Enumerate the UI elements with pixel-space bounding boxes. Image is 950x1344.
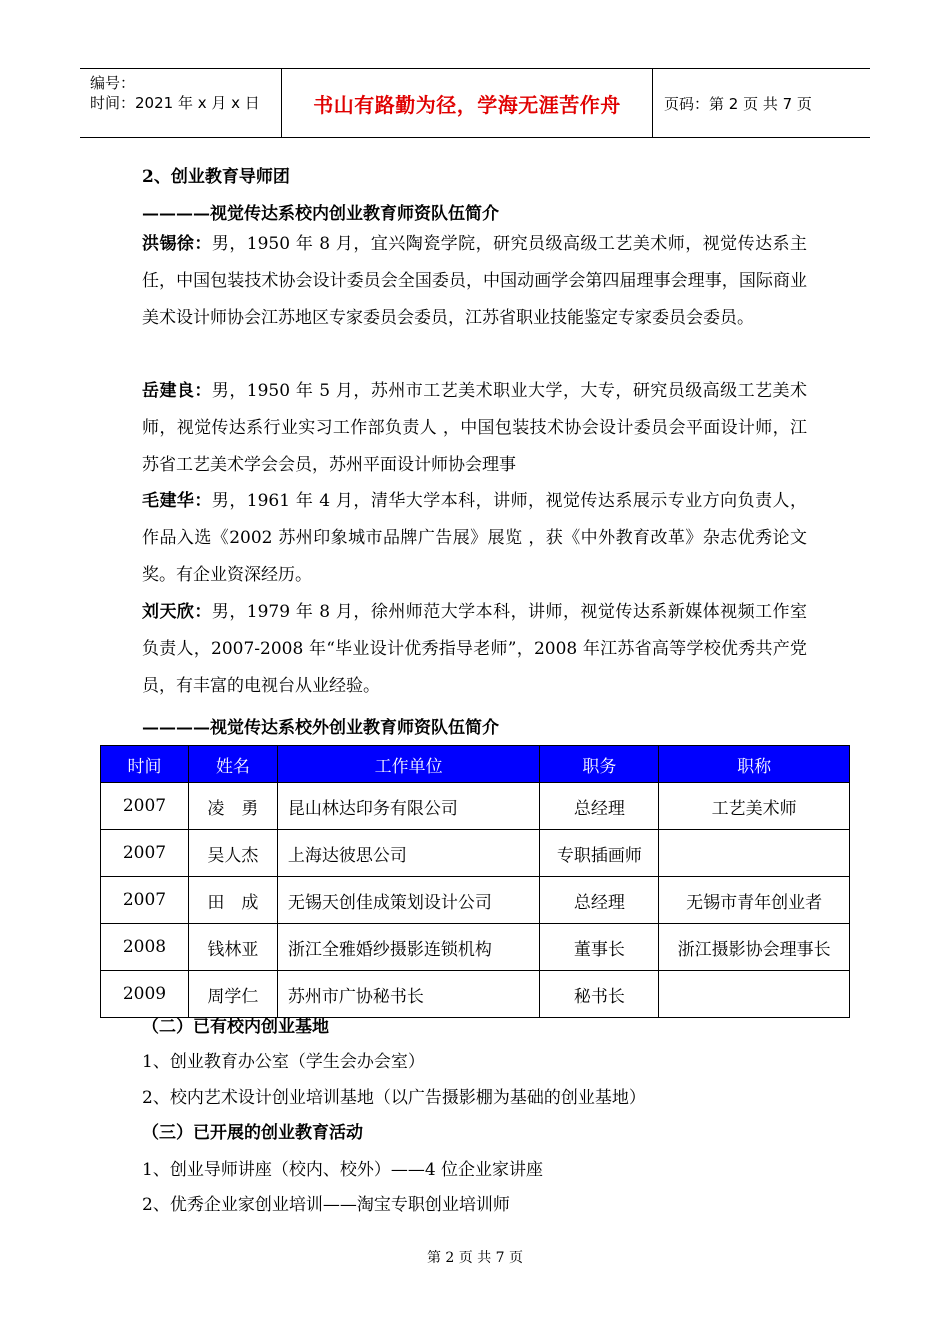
header-date: 时间：2021 年 x 月 x 日 (90, 94, 260, 112)
header-number: 编号： (90, 74, 136, 92)
mentor-entry (142, 594, 807, 705)
cell-title: 浙江摄影协会理事长 (659, 924, 850, 971)
mentor-bio: 男，1950 年 8 月，宜兴陶瓷学院，研究员级高级工艺美术师，视觉传达系主任，中国包装技术协会设计委员会全国委员，中国动画学会第四届理事会理事，国际商业美术设计师协会江苏地区专家委员会委员，江苏省职业技能鉴定专家委员会委员。 (142, 234, 807, 328)
column-header: 时间 (101, 746, 189, 783)
cell-title (659, 830, 850, 877)
column-header: 职称 (659, 746, 850, 783)
cell-employer: 苏州市广协秘书长 (277, 971, 540, 1018)
table-header-row (101, 746, 850, 783)
header-page-number: 页码：第 2 页 共 7 页 (664, 94, 812, 113)
column-header: 工作单位 (277, 746, 540, 783)
mentor-bio: 男，1979 年 8 月，徐州师范大学本科，讲师，视觉传达系新媒体视频工作室负责人，2007-2008 年“毕业设计优秀指导老师”，2008 年江苏省高等学校优秀共产党员，有丰富的电视台从业经验。 (142, 602, 807, 696)
table-row (101, 830, 850, 877)
mentor-name: 岳建良： (142, 381, 212, 401)
list-item: 2、优秀企业家创业培训——淘宝专职创业培训师 (142, 1195, 510, 1215)
header-meta (80, 69, 280, 137)
cell-year: 2008 (101, 924, 189, 971)
activity-section-title: （三）已开展的创业教育活动 (142, 1123, 363, 1143)
cell-name: 吴人杰 (188, 830, 277, 877)
list-item: 1、创业导师讲座（校内、校外）——4 位企业家讲座 (142, 1160, 544, 1180)
external-mentors-table (100, 745, 850, 1018)
cell-year: 2007 (101, 877, 189, 924)
cell-name: 钱林亚 (188, 924, 277, 971)
cell-employer: 浙江全雅婚纱摄影连锁机构 (277, 924, 540, 971)
list-item: 1、创业教育办公室（学生会办会室） (142, 1052, 425, 1072)
internal-mentors-title: ————视觉传达系校内创业教育师资队伍简介 (142, 204, 499, 224)
base-section-title: （二）已有校内创业基地 (142, 1017, 329, 1037)
mentor-entry (142, 373, 807, 484)
mentor-entry (142, 483, 807, 594)
cell-position: 秘书长 (540, 971, 659, 1018)
mentor-bio: 男，1950 年 5 月，苏州市工艺美术职业大学，大专，研究员级高级工艺美术师，视觉传达系行业实习工作部负责人 ，中国包装技术协会设计委员会平面设计师，江苏省工艺美术学会会员，苏州平面设计师协会理事 (142, 381, 807, 475)
column-header: 姓名 (188, 746, 277, 783)
page-footer: 第 2 页 共 7 页 (426, 1250, 524, 1266)
cell-position: 总经理 (540, 877, 659, 924)
table-row (101, 877, 850, 924)
cell-position: 总经理 (540, 783, 659, 830)
cell-employer: 昆山林达印务有限公司 (277, 783, 540, 830)
mentor-bio: 男，1961 年 4 月，清华大学本科，讲师，视觉传达系展示专业方向负责人，作品入选《2002 苏州印象城市品牌广告展》展览 ，获《中外教育改革》杂志优秀论文奖。有企业资深经历。 (142, 491, 807, 585)
cell-title: 工艺美术师 (659, 783, 850, 830)
mentor-name: 毛建华： (142, 491, 212, 511)
mentor-name: 洪锡徐： (142, 234, 212, 254)
cell-title (659, 971, 850, 1018)
external-mentors-title: ————视觉传达系校外创业教育师资队伍简介 (142, 718, 499, 738)
mentor-name: 刘天欣： (142, 602, 212, 622)
cell-employer: 无锡天创佳成策划设计公司 (277, 877, 540, 924)
list-item: 2、校内艺术设计创业培训基地（以广告摄影棚为基础的创业基地） (142, 1088, 646, 1108)
column-header: 职务 (540, 746, 659, 783)
cell-year: 2007 (101, 830, 189, 877)
cell-name: 田 成 (188, 877, 277, 924)
table-row (101, 971, 850, 1018)
cell-title: 无锡市青年创业者 (659, 877, 850, 924)
cell-name: 凌 勇 (188, 783, 277, 830)
cell-name: 周学仁 (188, 971, 277, 1018)
cell-employer: 上海达彼思公司 (277, 830, 540, 877)
table-row (101, 783, 850, 830)
cell-year: 2007 (101, 783, 189, 830)
section-title: 2、创业教育导师团 (142, 167, 290, 187)
header-motto-cell (281, 69, 653, 137)
cell-position: 董事长 (540, 924, 659, 971)
header-motto: 书山有路勤为径，学海无涯苦作舟 (313, 92, 621, 117)
cell-year: 2009 (101, 971, 189, 1018)
mentor-entry (142, 226, 807, 337)
cell-position: 专职插画师 (540, 830, 659, 877)
table-row (101, 924, 850, 971)
page-header (80, 68, 870, 138)
